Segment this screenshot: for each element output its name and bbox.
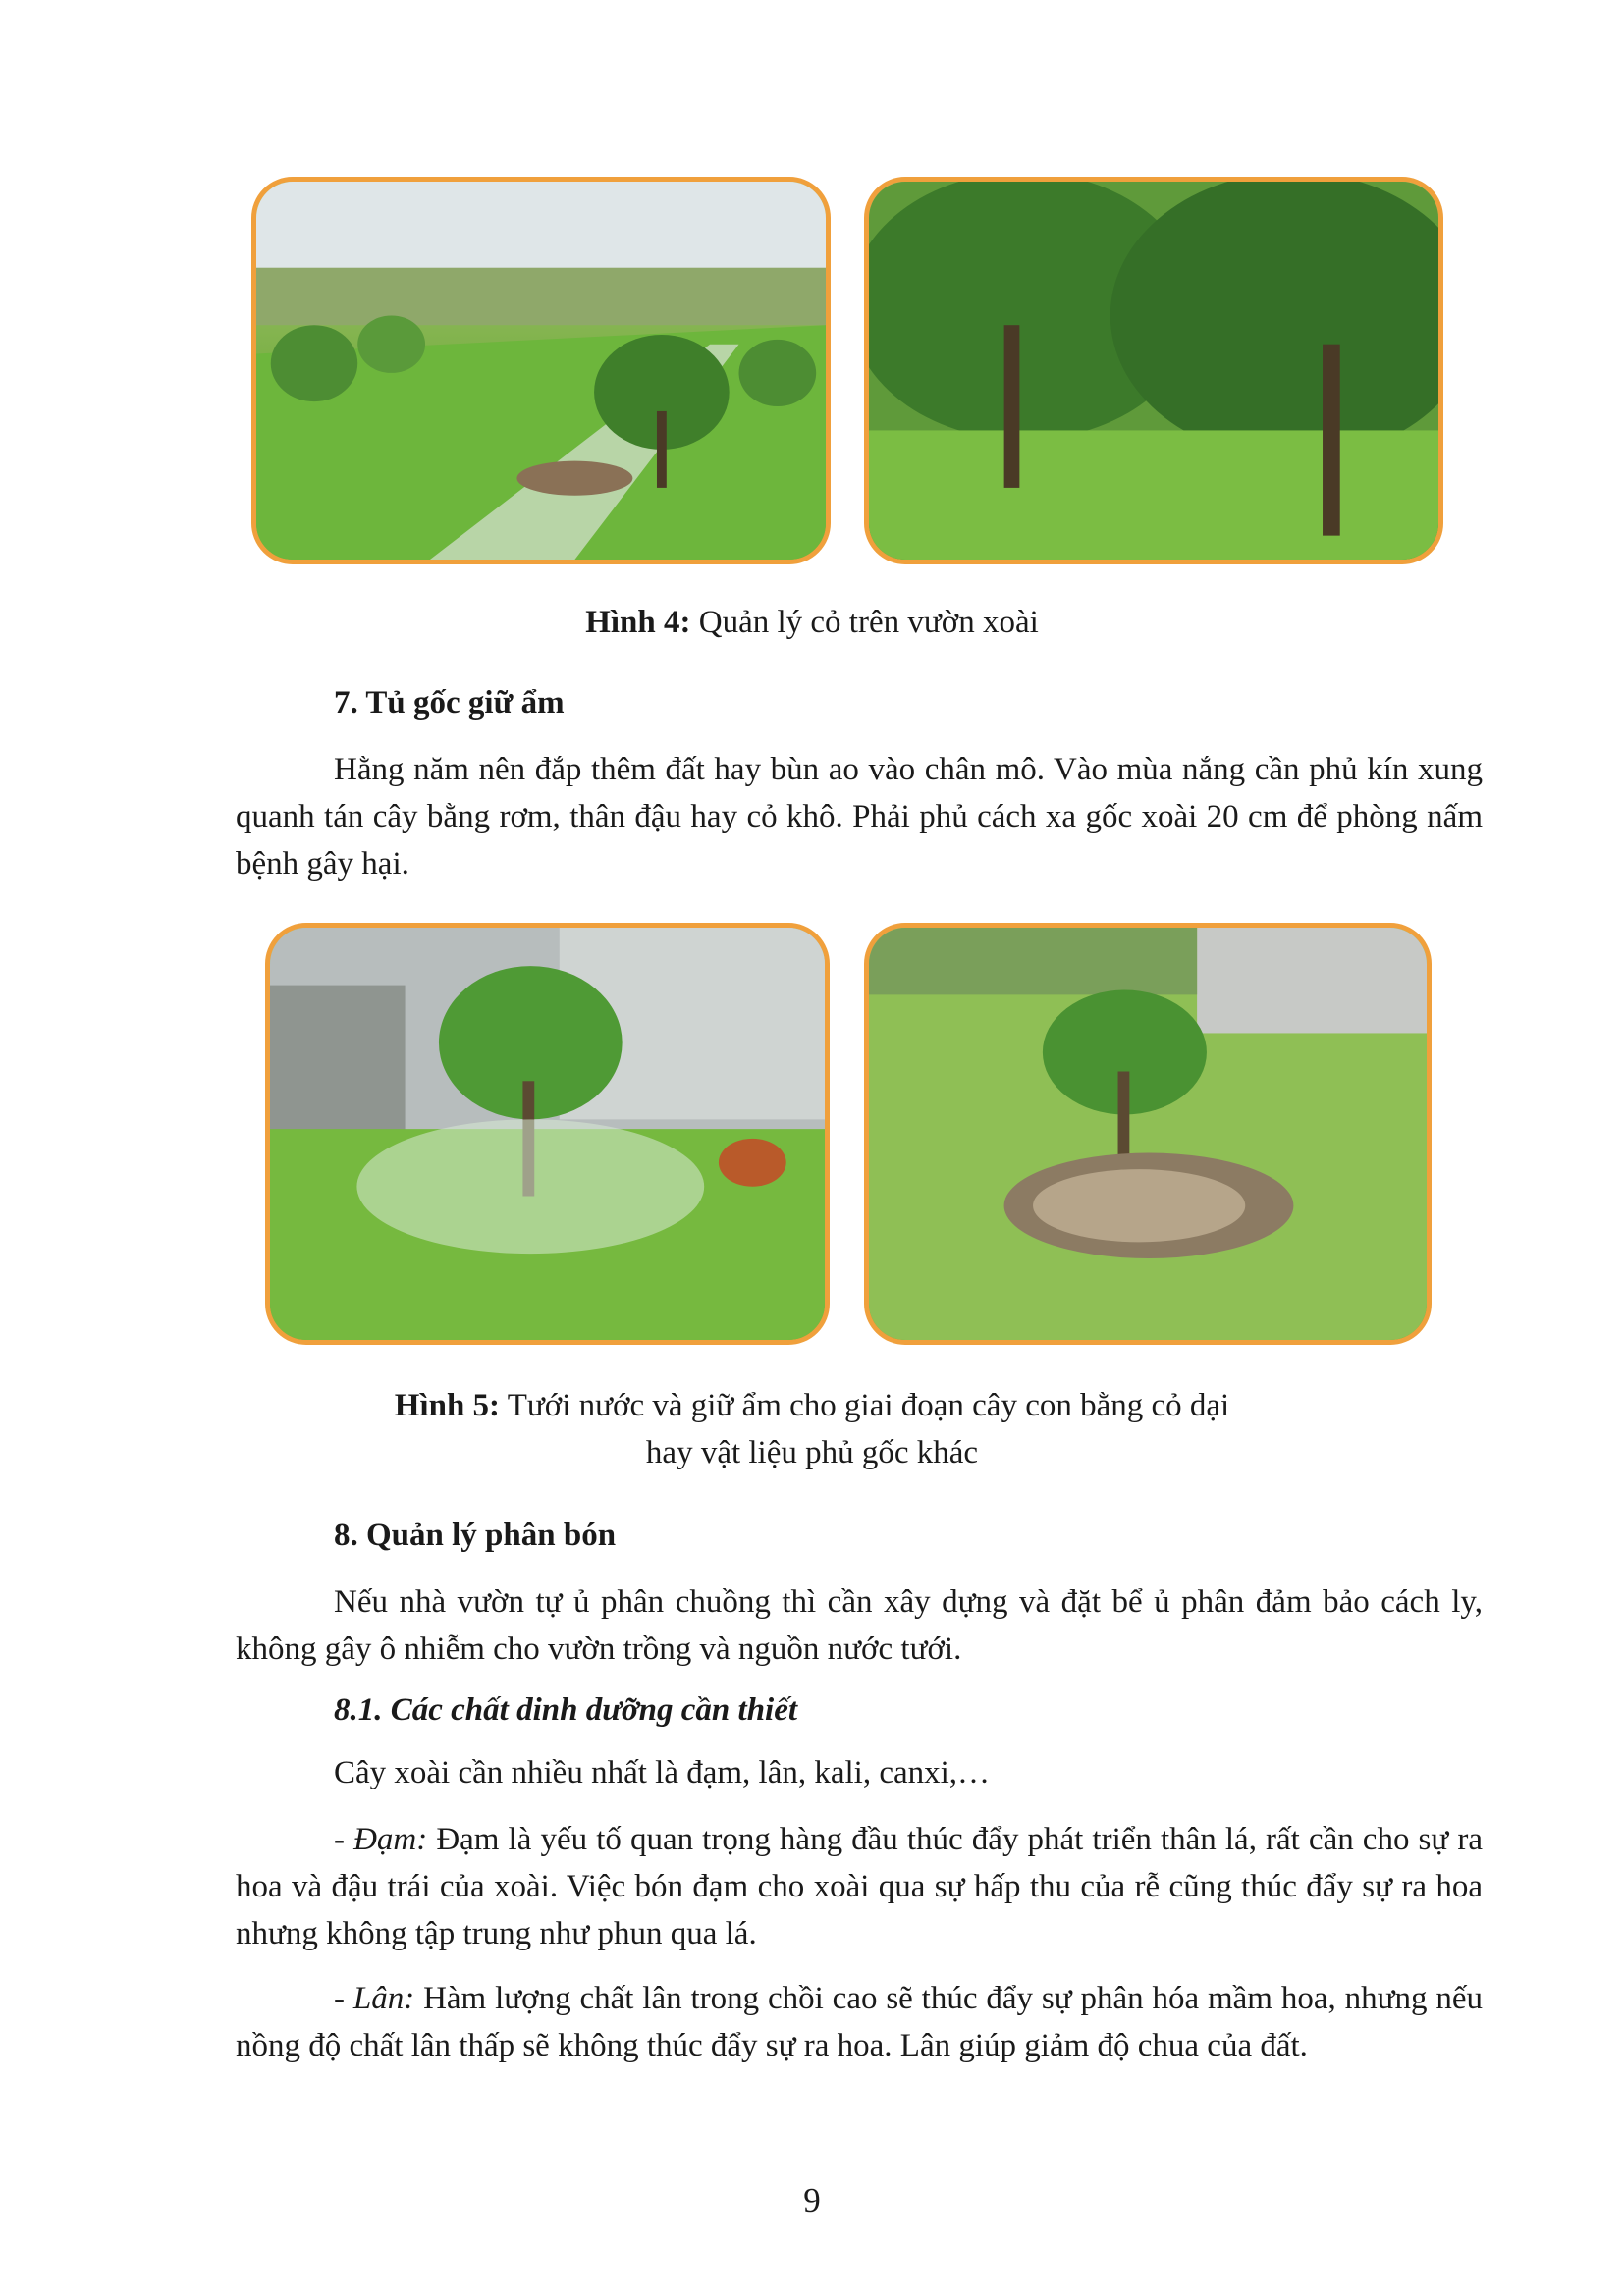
page-number: 9 xyxy=(803,2181,821,2219)
figure5-caption-label: Hình 5: xyxy=(394,1388,501,1423)
section7-heading: 7. Tủ gốc giữ ẩm xyxy=(334,685,565,721)
figure5-caption-line1: Tưới nước và giữ ẩm cho giai đoạn cây con bằng cỏ dại xyxy=(507,1388,1230,1423)
section7-paragraph: Hằng năm nên đắp thêm đất hay bùn ao vào chân mô. Vào mùa nắng cần phủ kín xung quanh tán cây bằng rơm, thân đậu hay cỏ khô. Phải phủ cách xa gốc xoài 20 cm để phòng nấm bệnh gây hại. xyxy=(236,752,1483,881)
figure4-caption xyxy=(0,599,1624,646)
nitrogen-text: Đạm là yếu tố quan trọng hàng đầu thúc đẩy phát triển thân lá, rất cần cho sự ra hoa và đậu trái của xoài. Việc bón đạm cho xoài qua sự hấp thu của rễ cũng thúc đẩy sự ra hoa nhưng không tập trung như phun qua lá. xyxy=(236,1822,1483,1951)
figure5-caption xyxy=(0,1382,1624,1476)
phosphorus-paragraph xyxy=(236,1975,1483,2069)
figure5-photo-mulch xyxy=(864,923,1432,1345)
figure4-photo-orchard-rows xyxy=(251,177,831,564)
nutrients-intro: Cây xoài cần nhiều nhất là đạm, lân, kali, canxi,… xyxy=(334,1755,991,1790)
figure5-caption-line2: hay vật liệu phủ gốc khác xyxy=(645,1435,979,1470)
figure4-caption-text: Quản lý cỏ trên vườn xoài xyxy=(698,605,1039,640)
phosphorus-text: Hàm lượng chất lân trong chồi cao sẽ thúc đẩy sự phân hóa mầm hoa, nhưng nếu nồng độ chất lân thấp sẽ không thúc đẩy sự ra hoa. Lân giúp giảm độ chua của đất. xyxy=(236,1981,1483,2063)
phosphorus-term: - Lân: xyxy=(334,1981,415,2016)
section8-heading: 8. Quản lý phân bón xyxy=(334,1518,617,1553)
nitrogen-paragraph xyxy=(236,1816,1483,1957)
nitrogen-term: - Đạm: xyxy=(334,1822,428,1857)
figure5-photo-sprinkler xyxy=(265,923,830,1345)
section8-1-heading: 8.1. Các chất dinh dưỡng cần thiết xyxy=(334,1692,798,1728)
figure4-photo-mature-trees xyxy=(864,177,1443,564)
figure4-caption-label: Hình 4: xyxy=(585,605,691,640)
section8-paragraph: Nếu nhà vườn tự ủ phân chuồng thì cần xây dựng và đặt bể ủ phân đảm bảo cách ly, không gây ô nhiễm cho vườn trồng và nguồn nước tưới. xyxy=(236,1584,1483,1667)
